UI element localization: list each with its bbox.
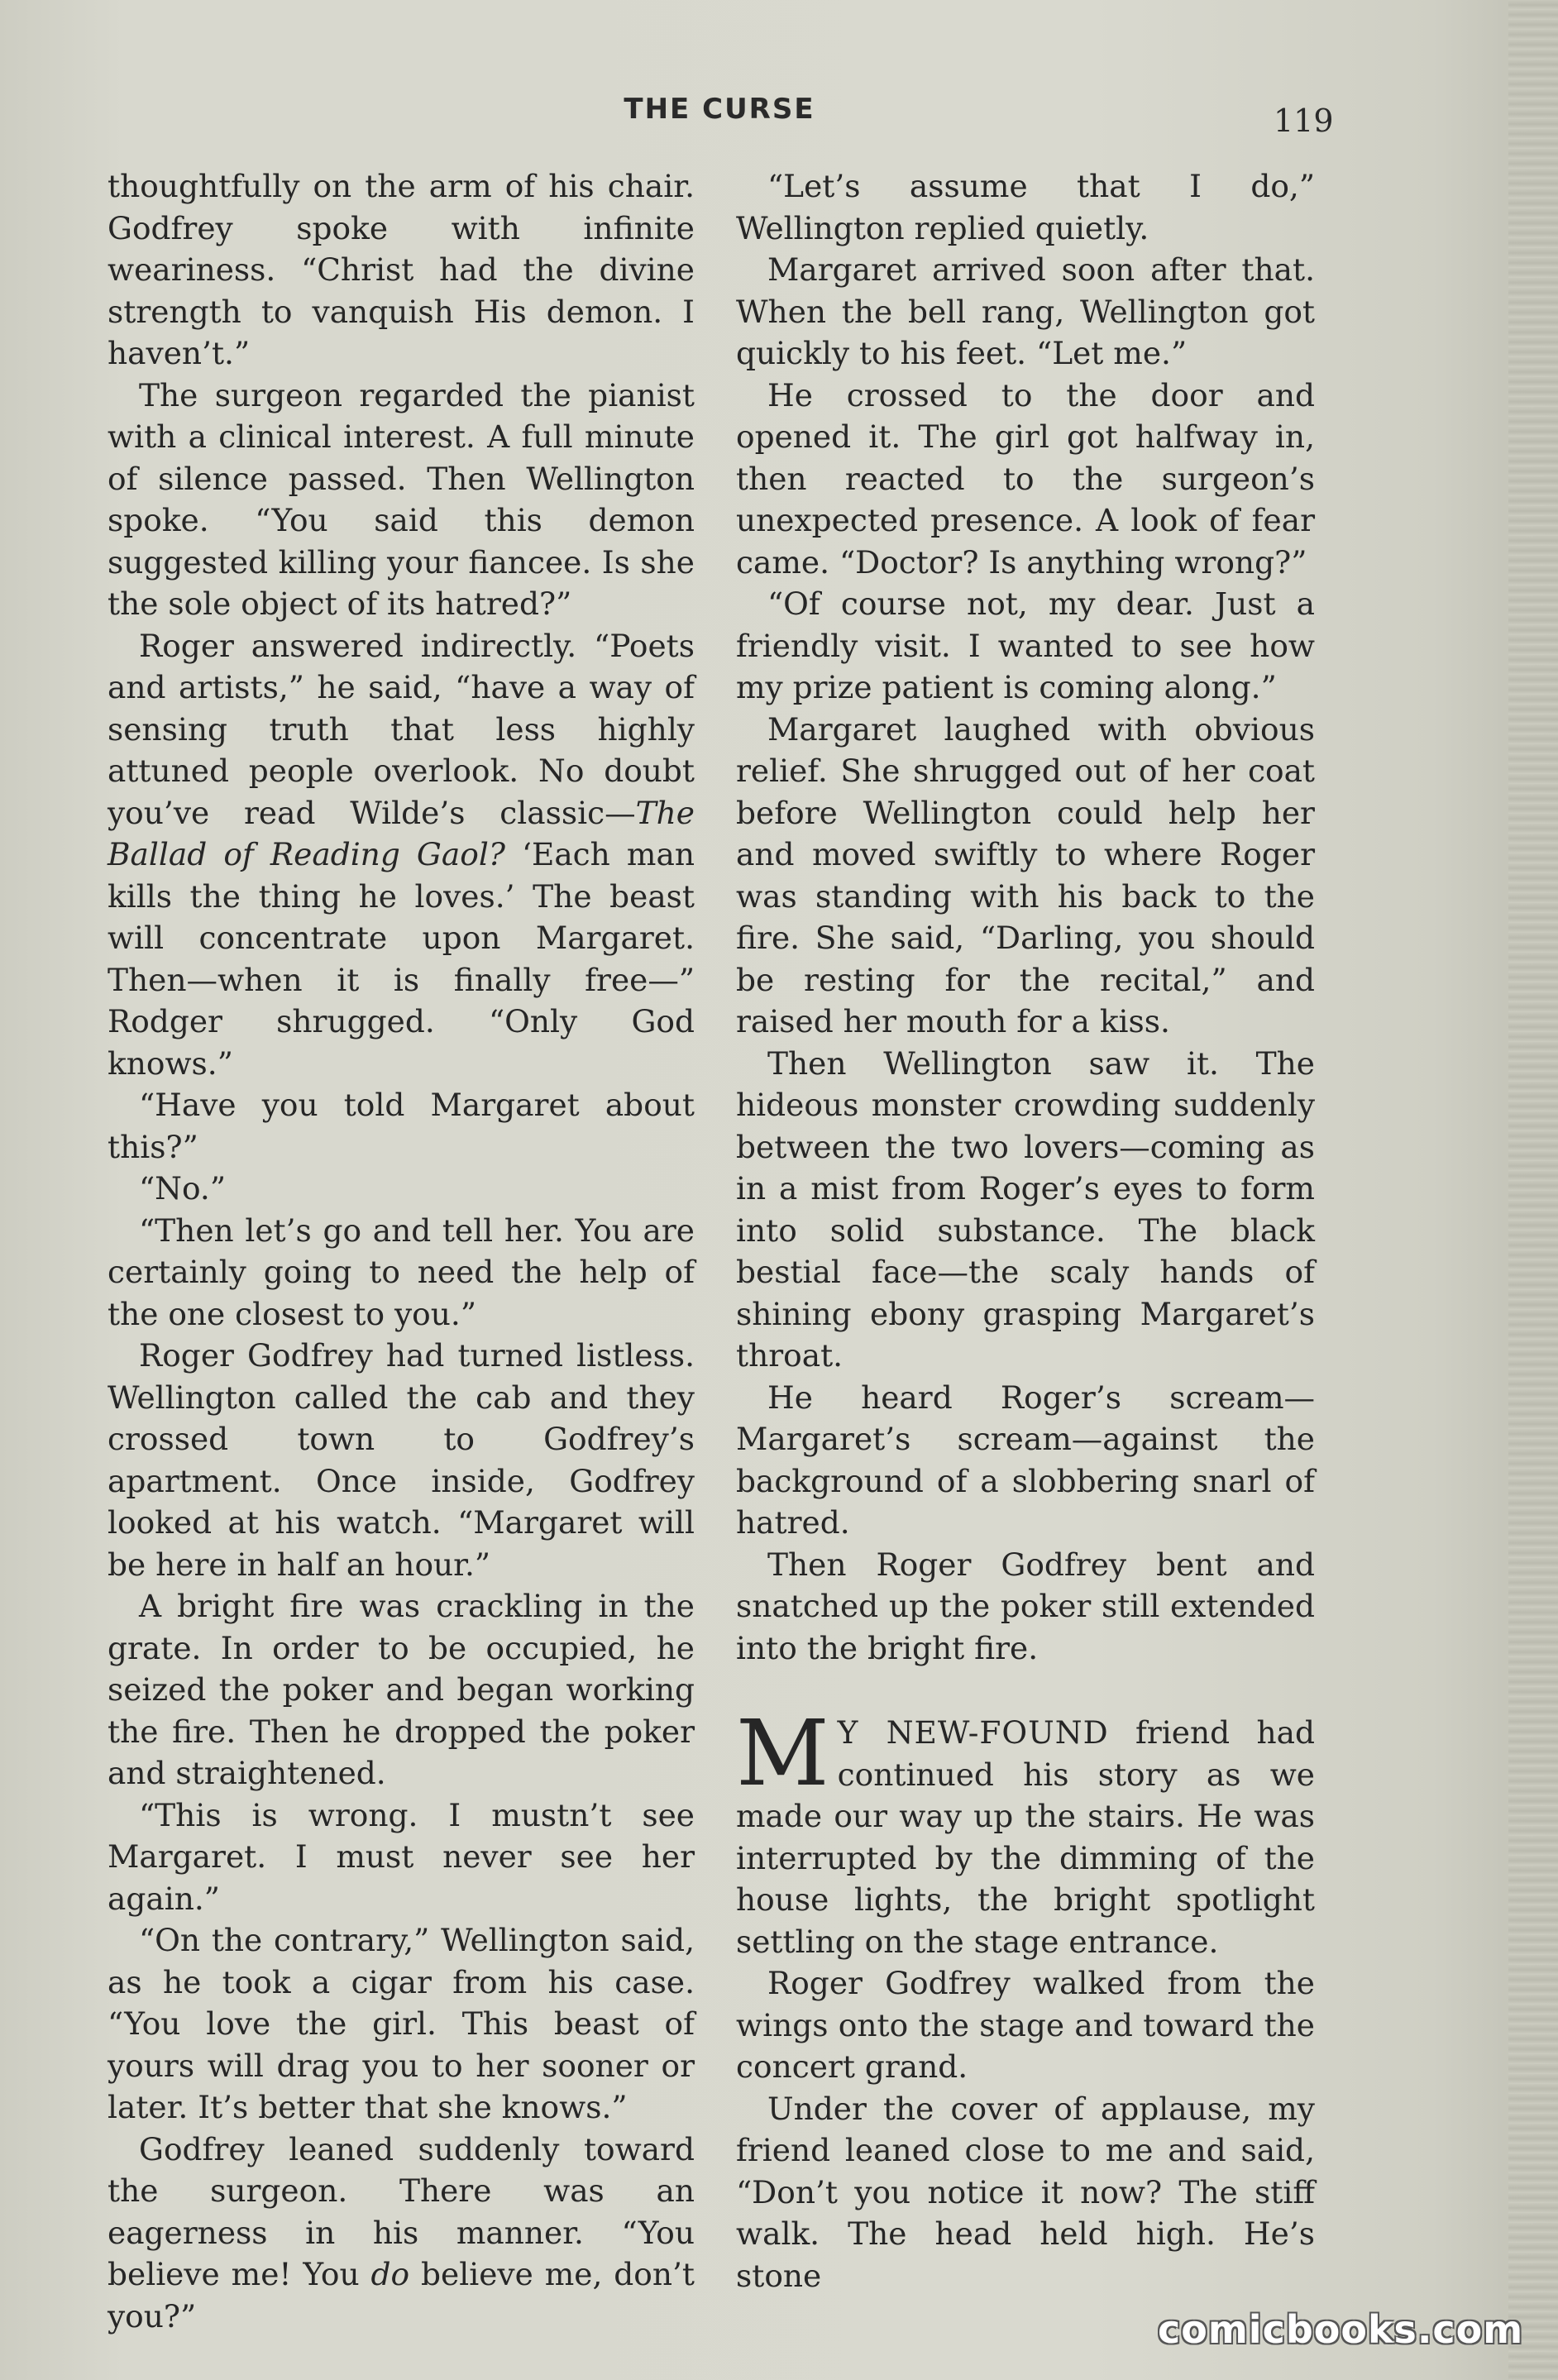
paragraph: A bright fire was crackling in the grate. In order to be occupied, he seized the poker and began working the fire. Then he dropped the poker and straightened.: [108, 1588, 695, 1791]
paragraph-text: Godfrey leaned suddenly toward the surgeon. There was an eagerness in his manner. “You believe me! You: [108, 2130, 695, 2292]
paragraph: The surgeon regarded the pianist with a clinical interest. A full minute of silence passed. Then Wellington spoke. “You said this demon suggested killing your fiancee. Is she the sole object of its hatred?”: [108, 376, 695, 622]
paragraph: Roger Godfrey walked from the wings onto the stage and toward the concert grand.: [736, 1965, 1315, 2085]
emphasis-italic: do: [370, 2256, 410, 2292]
site-watermark: comicbooks.com: [1158, 2307, 1524, 2352]
paragraph: Then Wellington saw it. The hideous monster crowding suddenly between the two lovers—coming as in a mist from Roger’s eyes to form into solid substance. The black bestial face—the scaly hands of shining ebony grasping Margaret’s throat.: [736, 1044, 1315, 1374]
paragraph: “On the contrary,” Wellington said, as he took a cigar from his case. “You love the girl. This beast of yours will drag you to her sooner or later. It’s better that she knows.”: [108, 1922, 695, 2125]
left-column: [108, 165, 695, 2337]
paragraph: Under the cover of applause, my friend leaned close to me and said, “Don’t you notice it now? The stiff walk. The head held high. He’s stone: [736, 2090, 1315, 2294]
paragraph-text: friend had continued his story as we made our way up the stairs. He was interrupted by the dimming of the house lights, the bright spotlight settling on the stage entrance.: [736, 1714, 1315, 1960]
paragraph: He heard Roger’s scream—Margaret’s scream—against the background of a slobbering snarl of hatred.: [736, 1379, 1315, 1541]
page-number: 119: [1274, 103, 1334, 139]
section-opening-paragraph: [736, 1700, 1315, 1962]
paragraph: He crossed to the door and opened it. The girl got halfway in, then reacted to the surgeon’s unexpected presence. A look of fear came. “Doctor? Is anything wrong?”: [736, 376, 1315, 581]
paragraph: “No.”: [139, 1170, 226, 1207]
paragraph-text: Roger answered indirectly. “Poets and artists,” he said, “have a way of sensing truth that less highly attuned people overlook. No doubt you’ve read Wilde’s classic—: [108, 627, 695, 831]
paragraph: Margaret arrived soon after that. When the bell rang, Wellington got quickly to his feet. “Let me.”: [736, 251, 1315, 371]
paragraph-text: ‘Each man kills the thing he loves.’ The beast will concentrate upon Margaret. Then—when it is finally free—” Rodger shrugged. “Only God knows.”: [108, 836, 695, 1082]
book-title-italic: The Ballad of Reading Gaol?: [108, 794, 695, 872]
paragraph: Then Roger Godfrey bent and snatched up the poker still extended into the bright fire.: [736, 1546, 1315, 1666]
paragraph: Margaret laughed with obvious relief. She shrugged out of her coat before Wellington could help her and moved swiftly to where Roger was standing with his back to the fire. She said, “Darling, you should be resting for the recital,” and raised her mouth for a kiss.: [736, 710, 1315, 1039]
paragraph: “Then let’s go and tell her. You are certainly going to need the help of the one closest to you.”: [108, 1212, 695, 1332]
page-spine-edge: [1508, 0, 1558, 2380]
paragraph: Roger Godfrey had turned listless. Wellington called the cab and they crossed town to Godfrey’s apartment. Once inside, Godfrey looked at his watch. “Margaret will be here in half an hour.”: [108, 1337, 695, 1583]
lead-in-caps: Y NEW-FOUND: [837, 1714, 1109, 1751]
paragraph: “This is wrong. I mustn’t see Margaret. I must never see her again.”: [108, 1796, 695, 1917]
right-column: [736, 165, 1315, 2296]
paragraph: thoughtfully on the arm of his chair. Godfrey spoke with infinite weariness. “Christ had the divine strength to vanquish His demon. I haven’t.”: [108, 168, 695, 371]
paragraph-text: believe me, don’t you?”: [108, 2256, 695, 2335]
drop-cap: M: [736, 1700, 829, 1806]
paragraph: “Let’s assume that I do,” Wellington replied quietly.: [736, 168, 1315, 246]
paragraph: [108, 2129, 695, 2338]
running-head-title: THE CURSE: [624, 93, 815, 126]
paragraph: “Of course not, my dear. Just a friendly visit. I wanted to see how my prize patient is coming along.”: [736, 585, 1315, 705]
paragraph: [108, 625, 695, 1085]
paragraph: “Have you told Margaret about this?”: [108, 1087, 695, 1165]
